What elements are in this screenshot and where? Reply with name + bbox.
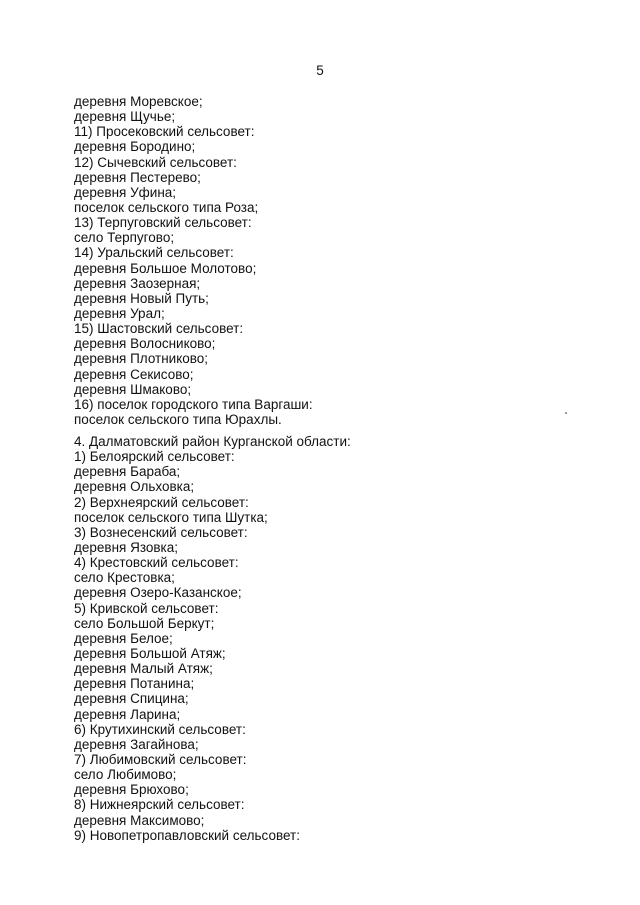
text-line: 4) Крестовский сельсовет: — [74, 555, 239, 571]
text-line: деревня Пестерево; — [74, 169, 201, 185]
text-line: 12) Сычевский сельсовет: — [74, 154, 237, 170]
text-line: деревня Плотниково; — [74, 351, 209, 367]
text-line: село Крестовка; — [74, 570, 175, 586]
text-line: деревня Большой Атяж; — [74, 645, 226, 661]
text-line: 14) Уральский сельсовет: — [74, 245, 234, 261]
text-line: 4. Далматовский район Курганской области: — [74, 434, 351, 449]
text-line: село Терпугово; — [74, 230, 175, 246]
text-line: деревня Секисово; — [74, 366, 194, 382]
text-line: 8) Нижнеярский сельсовет: — [74, 797, 245, 813]
text-line: 13) Терпуговский сельсовет: — [74, 215, 252, 231]
text-line: поселок сельского типа Юрахлы. — [74, 411, 282, 427]
text-line: деревня Озеро-Казанское; — [74, 585, 242, 601]
text-line: деревня Потанина; — [74, 676, 195, 692]
text-line: деревня Урал; — [74, 305, 165, 321]
scan-speck — [565, 412, 567, 414]
text-line: 5) Кривской сельсовет: — [74, 600, 219, 616]
dalmatovsky-district-section — [74, 434, 351, 843]
text-line: деревня Шмаково; — [74, 381, 192, 397]
text-line: 11) Просековский сельсовет: — [74, 124, 255, 140]
text-line: деревня Бородино; — [74, 139, 196, 155]
text-line: село Большой Беркут; — [74, 615, 215, 631]
text-line: деревня Волосниково; — [74, 336, 216, 352]
text-line: деревня Ольховка; — [74, 479, 195, 495]
text-line: деревня Брюхово; — [74, 782, 189, 798]
text-line: 15) Шастовский сельсовет: — [74, 321, 244, 337]
text-line: 2) Верхнеярский сельсовет: — [74, 494, 249, 510]
text-line: деревня Моревское; — [74, 94, 203, 109]
text-line: деревня Щучье; — [74, 109, 176, 125]
text-line: деревня Бараба; — [74, 464, 181, 480]
text-line: 3) Вознесенский сельсовет: — [74, 524, 248, 540]
text-line: поселок сельского типа Роза; — [74, 199, 259, 215]
text-line: деревня Уфина; — [74, 184, 177, 200]
text-line: 16) поселок городского типа Варгаши: — [74, 396, 313, 412]
text-line: деревня Спицина; — [74, 691, 189, 707]
text-line: деревня Загайнова; — [74, 736, 199, 752]
page-number: 5 — [316, 63, 324, 78]
text-line: деревня Большое Молотово; — [74, 260, 257, 276]
text-line: деревня Новый Путь; — [74, 290, 209, 306]
text-line: деревня Белое; — [74, 630, 173, 646]
text-line: 6) Крутихинский сельсовет: — [74, 721, 246, 737]
settlement-list-continued — [74, 94, 313, 427]
text-line: 1) Белоярский сельсовет: — [74, 449, 235, 465]
text-line: деревня Язовка; — [74, 539, 179, 555]
text-line: деревня Заозерная; — [74, 275, 201, 291]
text-line: село Любимово; — [74, 767, 177, 783]
text-line: деревня Максимово; — [74, 812, 205, 828]
text-line: деревня Малый Атяж; — [74, 661, 213, 677]
text-line: деревня Ларина; — [74, 706, 181, 722]
text-line: 9) Новопетропавловский сельсовет: — [74, 827, 300, 843]
text-line: поселок сельского типа Шутка; — [74, 509, 268, 525]
text-line: 7) Любимовский сельсовет: — [74, 751, 247, 767]
